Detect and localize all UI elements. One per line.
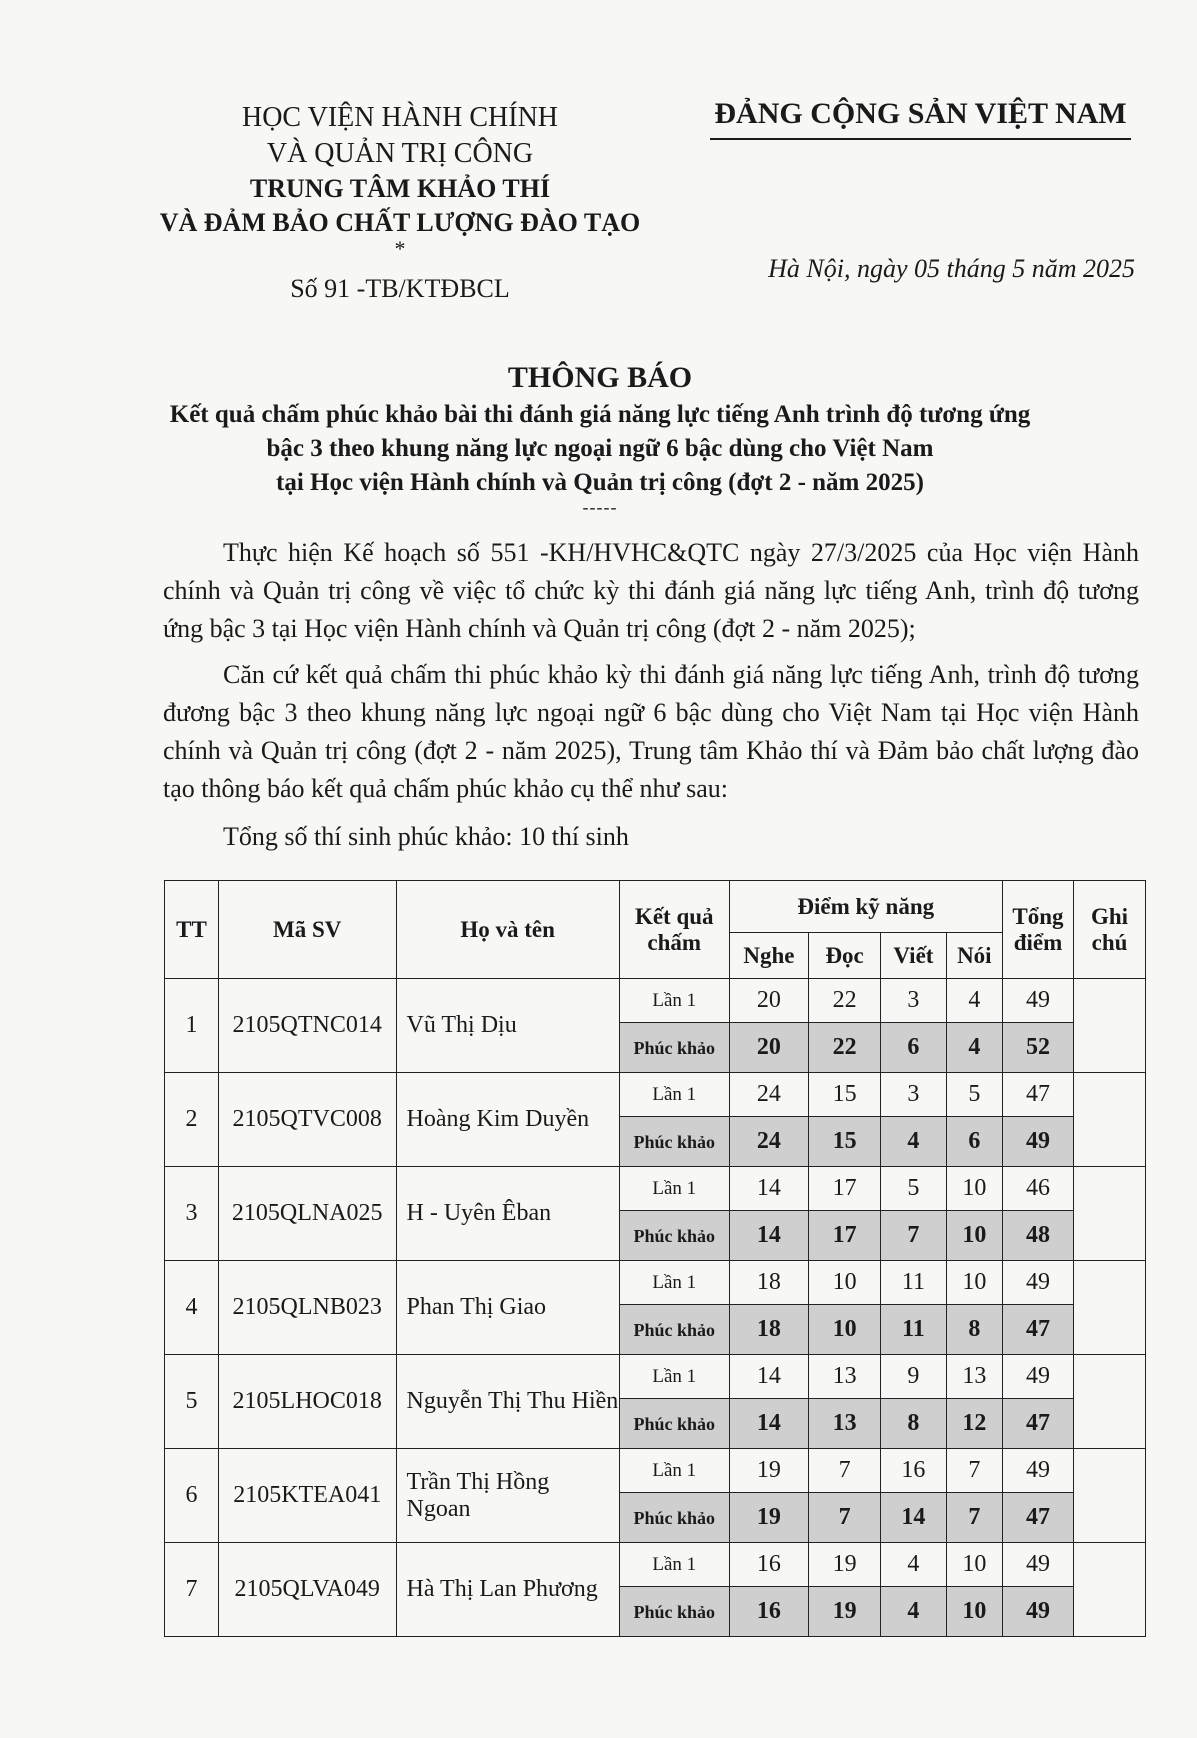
score-reading-review: 13 [809,1399,881,1449]
score-reading-review: 7 [809,1493,881,1543]
table-row [165,1167,1146,1211]
notice-body [163,534,1139,864]
score-writing-review: 7 [881,1211,947,1261]
student-id: 2105QTNC014 [218,979,396,1073]
notice-subtitle-1: Kết quả chấm phúc khảo bài thi đánh giá năng lực tiếng Anh trình độ tương ứng [169,401,1031,428]
score-total: 46 [1002,1167,1073,1211]
score-total-review: 52 [1002,1023,1073,1073]
score-total: 49 [1002,1543,1073,1587]
student-name: Vũ Thị Dịu [396,979,619,1073]
row-number: 4 [165,1261,219,1355]
notice-subtitle-2: bậc 3 theo khung năng lực ngoại ngữ 6 bậc dùng cho Việt Nam [266,435,934,462]
score-writing-review: 11 [881,1305,947,1355]
round-label-review: Phúc khảo [619,1587,729,1637]
student-id: 2105KTEA041 [218,1449,396,1543]
row-number: 6 [165,1449,219,1543]
score-reading: 10 [809,1261,881,1305]
score-writing-review: 4 [881,1117,947,1167]
round-label-first: Lần 1 [619,979,729,1023]
note-cell [1074,1073,1146,1167]
row-number: 1 [165,979,219,1073]
score-writing: 3 [881,979,947,1023]
note-cell [1074,1167,1146,1261]
score-listening: 18 [729,1261,808,1305]
score-listening-review: 19 [729,1493,808,1543]
student-name: H - Uyên Êban [396,1167,619,1261]
score-total: 49 [1002,1355,1073,1399]
header-student-id: Mã SV [218,881,396,979]
note-cell [1074,1449,1146,1543]
table-row [165,1355,1146,1399]
score-listening: 24 [729,1073,808,1117]
agency-line-4: VÀ ĐẢM BẢO CHẤT LƯỢNG ĐÀO TẠO [159,208,641,237]
issuing-agency-block [120,100,680,306]
score-speaking-review: 12 [946,1399,1002,1449]
header-skill-scores: Điểm kỹ năng [729,881,1002,933]
score-total-review: 47 [1002,1305,1073,1355]
score-speaking: 10 [946,1261,1002,1305]
row-number: 3 [165,1167,219,1261]
agency-line-3: TRUNG TÂM KHẢO THÍ [249,174,551,203]
note-cell [1074,1355,1146,1449]
score-listening-review: 18 [729,1305,808,1355]
score-total-review: 49 [1002,1117,1073,1167]
student-name: Hoàng Kim Duyền [396,1073,619,1167]
score-writing: 3 [881,1073,947,1117]
header-notes: Ghi chú [1074,881,1146,979]
score-speaking: 5 [946,1073,1002,1117]
header-tt: TT [165,881,219,979]
results-table [164,880,1146,1637]
table-row [165,1543,1146,1587]
score-speaking: 4 [946,979,1002,1023]
score-reading: 13 [809,1355,881,1399]
score-listening: 16 [729,1543,808,1587]
student-id: 2105QLVA049 [218,1543,396,1637]
table-row [165,1261,1146,1305]
score-listening-review: 14 [729,1211,808,1261]
notice-title: THÔNG BÁO [507,361,693,394]
row-number: 2 [165,1073,219,1167]
student-id: 2105QLNB023 [218,1261,396,1355]
score-listening-review: 16 [729,1587,808,1637]
score-speaking: 10 [946,1543,1002,1587]
table-row [165,979,1146,1023]
score-writing: 9 [881,1355,947,1399]
score-speaking-review: 4 [946,1023,1002,1073]
note-cell [1074,1543,1146,1637]
round-label-first: Lần 1 [619,1543,729,1587]
round-label-first: Lần 1 [619,1167,729,1211]
separator-star: * [394,236,406,261]
score-total-review: 49 [1002,1587,1073,1637]
score-writing-review: 8 [881,1399,947,1449]
header-reading: Đọc [809,933,881,979]
score-total: 49 [1002,979,1073,1023]
score-reading: 19 [809,1543,881,1587]
score-speaking: 10 [946,1167,1002,1211]
student-id: 2105QTVC008 [218,1073,396,1167]
score-speaking-review: 10 [946,1211,1002,1261]
score-reading-review: 22 [809,1023,881,1073]
student-id: 2105QLNA025 [218,1167,396,1261]
round-label-review: Phúc khảo [619,1493,729,1543]
note-cell [1074,979,1146,1073]
round-label-review: Phúc khảo [619,1399,729,1449]
score-reading: 22 [809,979,881,1023]
score-writing: 11 [881,1261,947,1305]
round-label-first: Lần 1 [619,1449,729,1493]
agency-line-1: HỌC VIỆN HÀNH CHÍNH [241,102,559,133]
party-name: ĐẢNG CỘNG SẢN VIỆT NAM [710,94,1130,140]
score-total: 49 [1002,1449,1073,1493]
score-writing: 16 [881,1449,947,1493]
header-total-score: Tổng điểm [1002,881,1073,979]
score-total-review: 47 [1002,1399,1073,1449]
score-reading: 7 [809,1449,881,1493]
score-writing-review: 4 [881,1587,947,1637]
score-reading-review: 15 [809,1117,881,1167]
round-label-first: Lần 1 [619,1073,729,1117]
results-table-body [165,979,1146,1637]
student-name: Nguyễn Thị Thu Hiền [396,1355,619,1449]
score-listening: 20 [729,979,808,1023]
table-row [165,1449,1146,1493]
score-listening: 14 [729,1167,808,1211]
note-cell [1074,1261,1146,1355]
score-reading: 15 [809,1073,881,1117]
round-label-review: Phúc khảo [619,1117,729,1167]
header-grading-result: Kết quả chấm [619,881,729,979]
score-listening-review: 24 [729,1117,808,1167]
issue-date: Hà Nội, ngày 05 tháng 5 năm 2025 [768,254,1135,283]
round-label-first: Lần 1 [619,1261,729,1305]
row-number: 5 [165,1355,219,1449]
score-writing: 4 [881,1543,947,1587]
header-listening: Nghe [729,933,808,979]
student-name: Phan Thị Giao [396,1261,619,1355]
score-speaking-review: 7 [946,1493,1002,1543]
score-listening-review: 20 [729,1023,808,1073]
score-writing: 5 [881,1167,947,1211]
score-reading: 17 [809,1167,881,1211]
body-paragraph-1: Thực hiện Kế hoạch số 551 -KH/HVHC&QTC ngày 27/3/2025 của Học viện Hành chính và Quản trị công về việc tổ chức kỳ thi đánh giá năng lực tiếng Anh, trình độ tương ứng bậc 3 tại Học viện Hành chính và Quản trị công (đợt 2 - năm 2025); [163,538,1139,643]
score-reading-review: 17 [809,1211,881,1261]
score-speaking-review: 8 [946,1305,1002,1355]
score-speaking-review: 10 [946,1587,1002,1637]
student-name: Trần Thị Hồng Ngoan [396,1449,619,1543]
header-full-name: Họ và tên [396,881,619,979]
score-writing-review: 6 [881,1023,947,1073]
score-speaking-review: 6 [946,1117,1002,1167]
score-reading-review: 10 [809,1305,881,1355]
score-listening-review: 14 [729,1399,808,1449]
round-label-review: Phúc khảo [619,1305,729,1355]
notice-subtitle-3: tại Học viện Hành chính và Quản trị công (đợt 2 - năm 2025) [276,469,924,496]
score-total-review: 48 [1002,1211,1073,1261]
header-writing: Viết [881,933,947,979]
row-number: 7 [165,1543,219,1637]
score-listening: 19 [729,1449,808,1493]
score-speaking: 13 [946,1355,1002,1399]
title-divider: ----- [582,497,618,517]
header-speaking: Nói [946,933,1002,979]
score-speaking: 7 [946,1449,1002,1493]
notice-title-block [100,358,1100,517]
round-label-review: Phúc khảo [619,1211,729,1261]
body-paragraph-2: Căn cứ kết quả chấm thi phúc khảo kỳ thi đánh giá năng lực tiếng Anh, trình độ tương đương bậc 3 theo khung năng lực ngoại ngữ 6 bậc dùng cho Việt Nam tại Học viện Hành chính và Quản trị công (đợt 2 - năm 2025), Trung tâm Khảo thí và Đảm bảo chất lượng đào tạo thông báo kết quả chấm phúc khảo cụ thể như sau: [163,660,1139,803]
score-writing-review: 14 [881,1493,947,1543]
round-label-first: Lần 1 [619,1355,729,1399]
student-id: 2105LHOC018 [218,1355,396,1449]
round-label-review: Phúc khảo [619,1023,729,1073]
score-total: 49 [1002,1261,1073,1305]
score-total: 47 [1002,1073,1073,1117]
score-listening: 14 [729,1355,808,1399]
table-row [165,1073,1146,1117]
total-candidates: Tổng số thí sinh phúc khảo: 10 thí sinh [223,822,629,851]
party-header-block [698,94,1143,284]
agency-line-2: VÀ QUẢN TRỊ CÔNG [266,138,534,169]
score-total-review: 47 [1002,1493,1073,1543]
document-number: Số 91 -TB/KTĐBCL [290,274,510,303]
score-reading-review: 19 [809,1587,881,1637]
student-name: Hà Thị Lan Phương [396,1543,619,1637]
